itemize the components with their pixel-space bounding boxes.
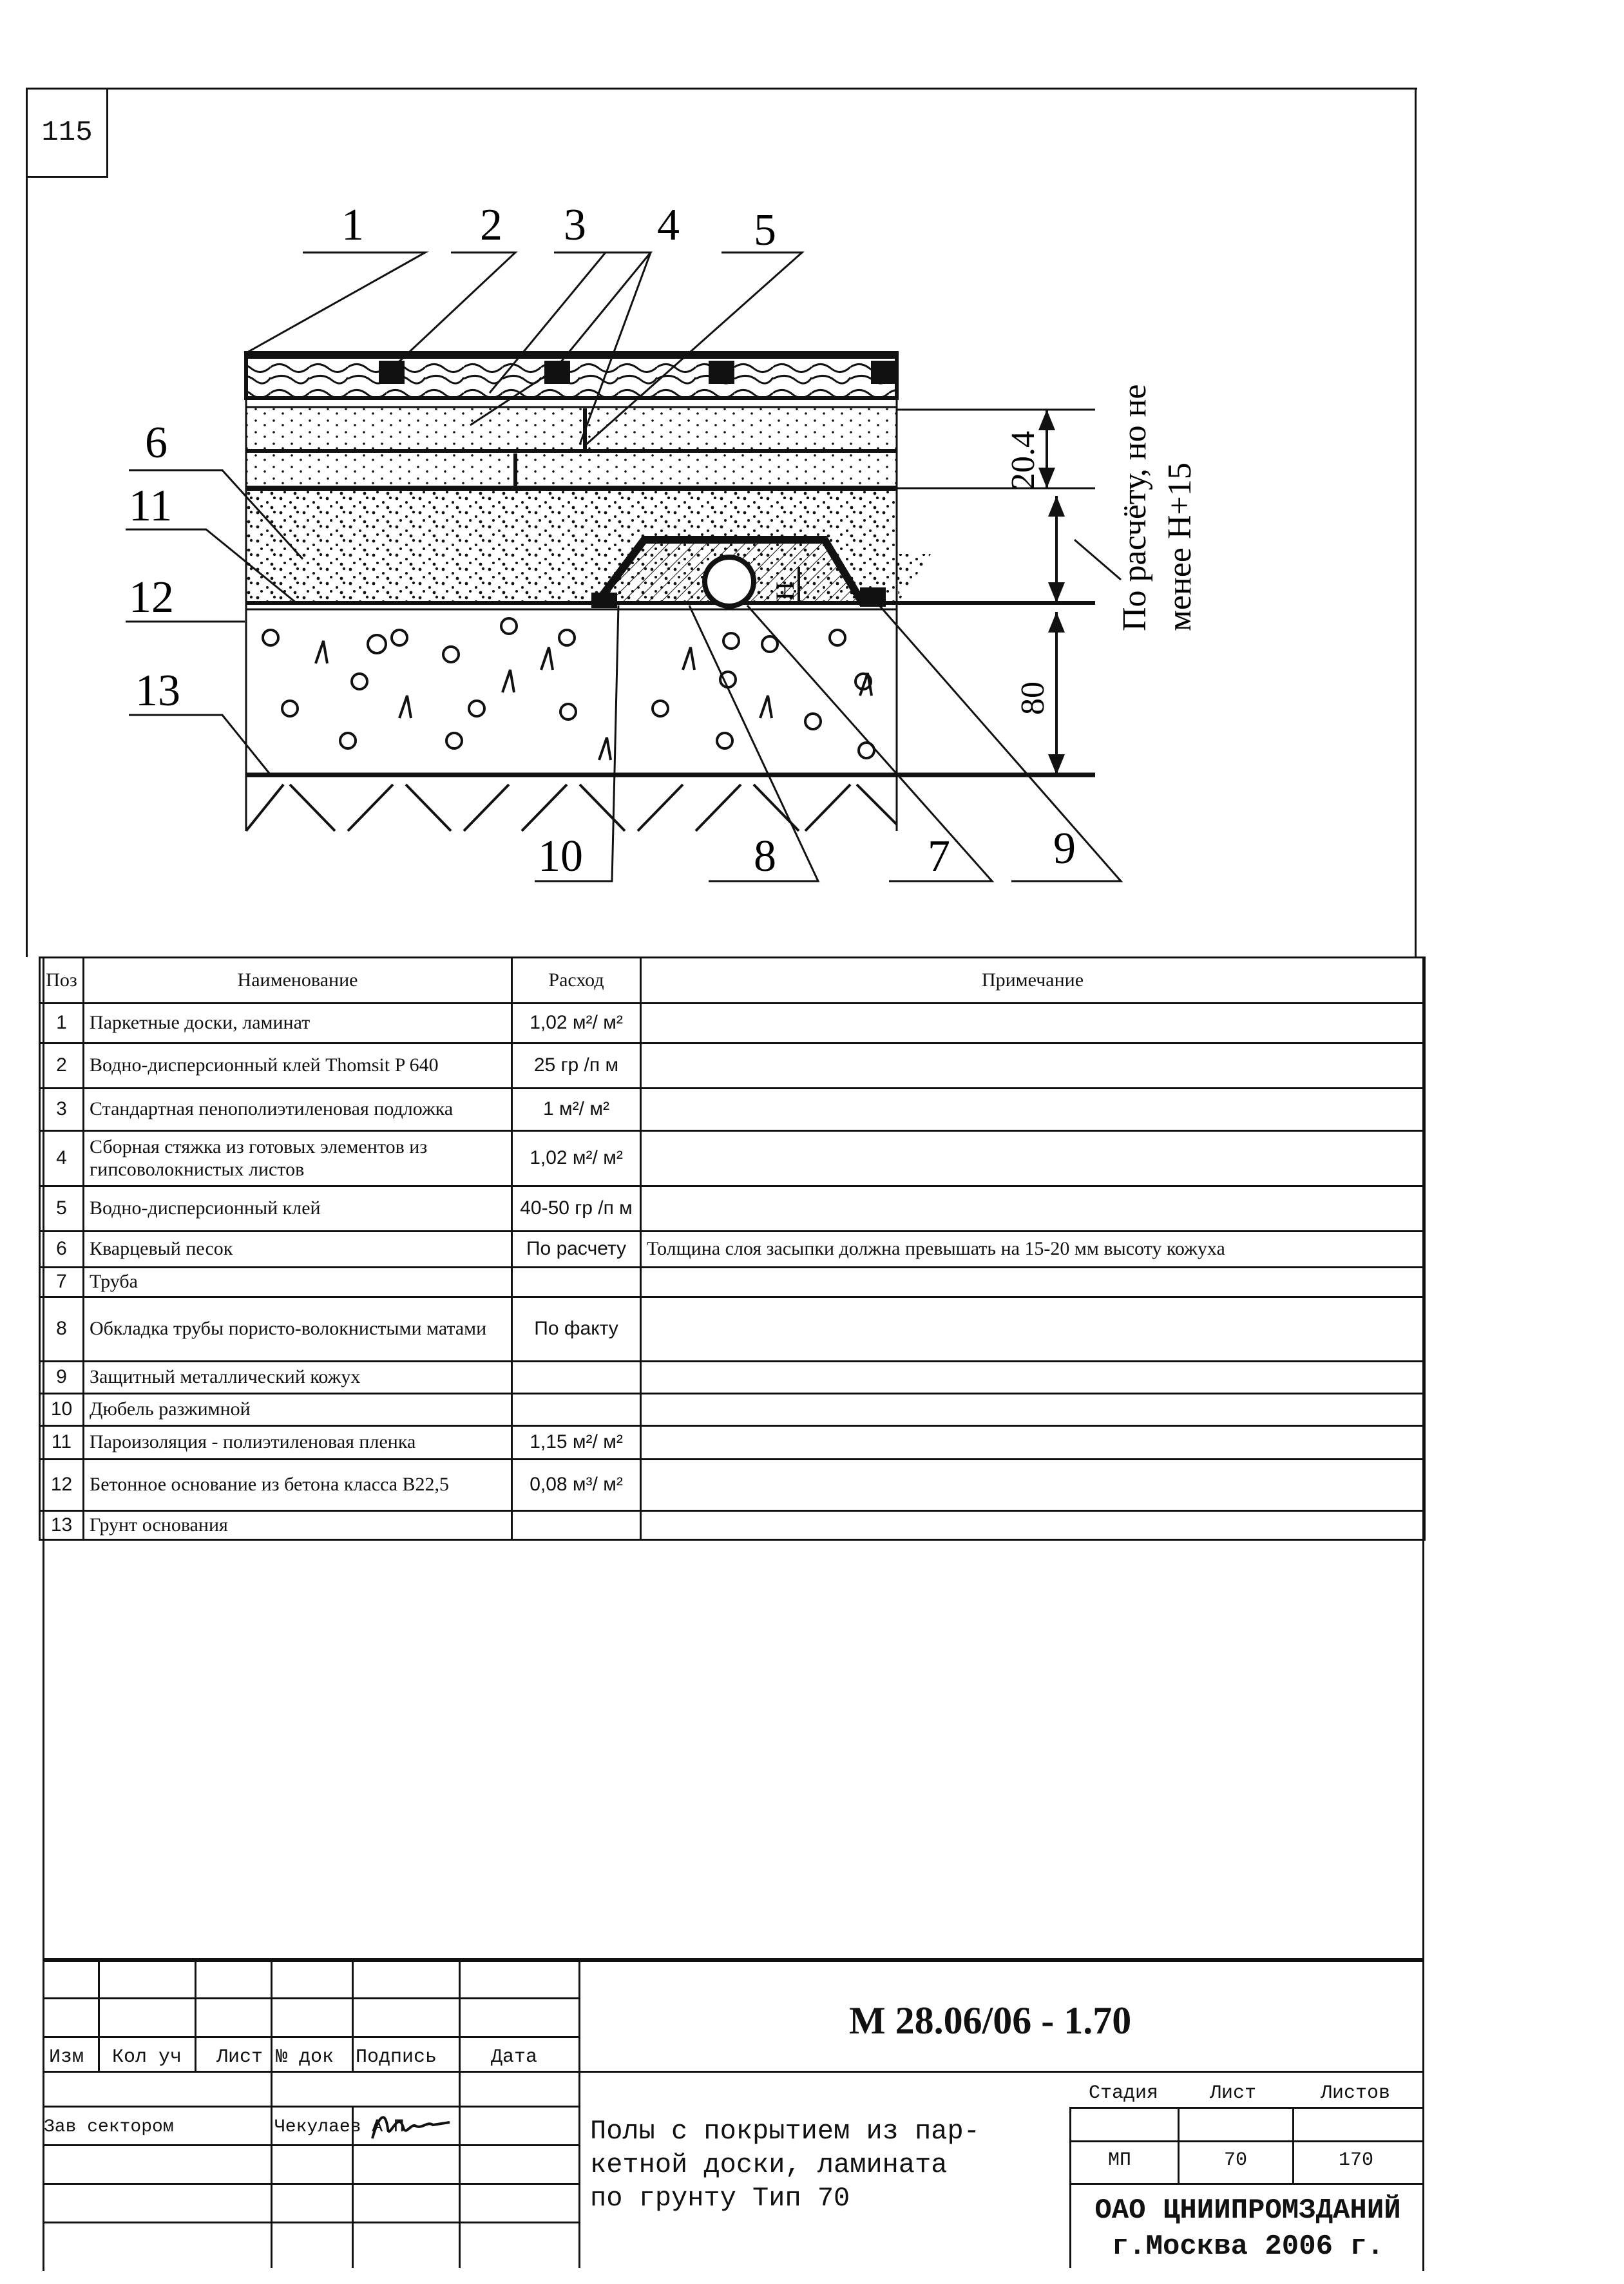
cell-name: Кварцевый песок	[84, 1232, 512, 1268]
table-row	[40, 1459, 1425, 1510]
cell-name: Водно-дисперсионный клей	[84, 1186, 512, 1232]
cell-qty: 1 м²/ м²	[512, 1089, 641, 1131]
organization-city-year: г.Москва 2006 г.	[1111, 2231, 1384, 2263]
callout-6: 6	[145, 418, 167, 468]
table-row	[40, 1361, 1425, 1393]
dim-80: 80	[1015, 681, 1051, 715]
cell-name: Обкладка трубы пористо-волокнистыми матами	[84, 1297, 512, 1361]
cell-pos: 2	[40, 1043, 84, 1089]
cell-pos: 13	[40, 1510, 84, 1540]
col-podpis: Подпись	[356, 2046, 437, 2068]
callout-12: 12	[129, 573, 174, 622]
cell-note	[641, 1131, 1425, 1186]
cell-pos: 9	[40, 1361, 84, 1393]
layer-concrete-base	[246, 612, 897, 773]
cell-name: Стандартная пенополиэтиленовая подложка	[84, 1089, 512, 1131]
header-name: Наименование	[84, 958, 512, 1004]
cell-note	[641, 1393, 1425, 1425]
cell-note	[641, 1089, 1425, 1131]
sheet-value: 70	[1224, 2149, 1248, 2171]
drawing-title: Полы с покрытием из пар- кетной доски, ламината по грунту Тип 70	[590, 2116, 980, 2214]
cell-qty: 1,02 м²/ м²	[512, 1004, 641, 1043]
callout-4: 4	[657, 200, 680, 250]
table-row	[40, 1131, 1425, 1186]
callout-5: 5	[754, 205, 776, 255]
col-data: Дата	[491, 2046, 538, 2068]
table-row	[40, 1510, 1425, 1540]
document-code: М 28.06/06 - 1.70	[849, 1999, 1132, 2042]
cell-qty	[512, 1393, 641, 1425]
layer-gypsum-screed-upper	[246, 408, 897, 451]
cell-pos: 1	[40, 1004, 84, 1043]
table-row	[40, 1297, 1425, 1361]
cell-pos: 4	[40, 1131, 84, 1186]
cell-qty	[512, 1510, 641, 1540]
cell-qty: 40-50 гр /п м	[512, 1186, 641, 1232]
callout-13: 13	[135, 666, 180, 716]
table-row	[40, 1268, 1425, 1297]
cell-pos: 10	[40, 1393, 84, 1425]
cell-name: Сборная стяжка из готовых элементов из гипсоволокнистых листов	[84, 1131, 512, 1186]
sheet-number-text: 115	[41, 117, 93, 149]
cell-qty: По расчету	[512, 1232, 641, 1268]
cell-name: Пароизоляция - полиэтиленовая пленка	[84, 1425, 512, 1459]
specification-table	[39, 956, 1426, 1541]
sheets-label: Листов	[1321, 2082, 1391, 2104]
ground-hatch	[246, 785, 897, 831]
cell-qty: 1,02 м²/ м²	[512, 1131, 641, 1186]
cell-note	[641, 1004, 1425, 1043]
table-row	[40, 1393, 1425, 1425]
sheet-label: Лист	[1210, 2082, 1257, 2104]
callout-3: 3	[564, 200, 586, 250]
dim-h: Н	[770, 582, 799, 600]
table-row	[40, 1425, 1425, 1459]
organization-name: ОАО ЦНИИПРОМЗДАНИЙ	[1094, 2194, 1401, 2227]
callout-8: 8	[754, 832, 776, 881]
header-note: Примечание	[641, 958, 1425, 1004]
callout-11: 11	[129, 481, 173, 531]
spec-header-row	[40, 958, 1425, 1004]
table-row	[40, 1186, 1425, 1232]
table-row	[40, 1004, 1425, 1043]
cell-pos: 8	[40, 1297, 84, 1361]
cell-name: Паркетные доски, ламинат	[84, 1004, 512, 1043]
stage-value: МП	[1108, 2149, 1132, 2171]
cell-name: Грунт основания	[84, 1510, 512, 1540]
callout-1: 1	[341, 200, 364, 250]
table-row	[40, 1043, 1425, 1089]
cell-pos: 3	[40, 1089, 84, 1131]
cell-pos: 6	[40, 1232, 84, 1268]
cell-note	[641, 1425, 1425, 1459]
role-label: Зав сектором	[44, 2117, 174, 2137]
note-line-1: По расчёту, но не	[1116, 384, 1153, 631]
col-kol-uch: Кол уч	[112, 2046, 182, 2068]
cell-qty	[512, 1361, 641, 1393]
cell-note	[641, 1268, 1425, 1297]
cell-note	[641, 1186, 1425, 1232]
cell-qty: По факту	[512, 1297, 641, 1361]
cell-qty	[512, 1268, 641, 1297]
person-name: Чекулаев А П	[274, 2117, 405, 2137]
title-block	[44, 1958, 1424, 2268]
cell-pos: 5	[40, 1186, 84, 1232]
layer-parquet	[246, 353, 897, 398]
header-qty: Расход	[512, 958, 641, 1004]
cell-pos: 7	[40, 1268, 84, 1297]
callout-9: 9	[1053, 824, 1076, 873]
cell-pos: 11	[40, 1425, 84, 1459]
cell-qty: 1,15 м²/ м²	[512, 1425, 641, 1459]
cell-pos: 12	[40, 1459, 84, 1510]
layer-gypsum-screed-lower	[246, 453, 897, 487]
cell-name: Бетонное основание из бетона класса В22,5	[84, 1459, 512, 1510]
callout-7: 7	[928, 832, 950, 881]
cell-note	[641, 1297, 1425, 1361]
cell-note	[641, 1459, 1425, 1510]
stage-label: Стадия	[1089, 2082, 1159, 2104]
col-list: Лист	[216, 2046, 263, 2068]
cell-name: Дюбель разжимной	[84, 1393, 512, 1425]
signature	[366, 2103, 456, 2148]
sheets-value: 170	[1339, 2149, 1374, 2171]
dim-20-4: 20.4	[1005, 431, 1042, 490]
cell-name: Труба	[84, 1268, 512, 1297]
col-ndok: № док	[276, 2046, 334, 2068]
callout-10: 10	[538, 832, 583, 881]
cell-note: Толщина слоя засыпки должна превышать на 15-20 мм высоту кожуха	[641, 1232, 1425, 1268]
cell-qty: 25 гр /п м	[512, 1043, 641, 1089]
header-pos: Поз	[40, 958, 84, 1004]
callout-2: 2	[480, 200, 502, 250]
note-line-2: менее Н+15	[1161, 462, 1198, 631]
cell-name: Водно-дисперсионный клей Thomsit P 640	[84, 1043, 512, 1089]
col-izm: Изм	[49, 2046, 84, 2068]
cell-name: Защитный металлический кожух	[84, 1361, 512, 1393]
cell-note	[641, 1043, 1425, 1089]
cell-qty: 0,08 м³/ м²	[512, 1459, 641, 1510]
floor-section-drawing	[0, 0, 1624, 953]
pipe	[705, 557, 754, 606]
table-row	[40, 1089, 1425, 1131]
cell-note	[641, 1510, 1425, 1540]
cell-note	[641, 1361, 1425, 1393]
table-row	[40, 1232, 1425, 1268]
